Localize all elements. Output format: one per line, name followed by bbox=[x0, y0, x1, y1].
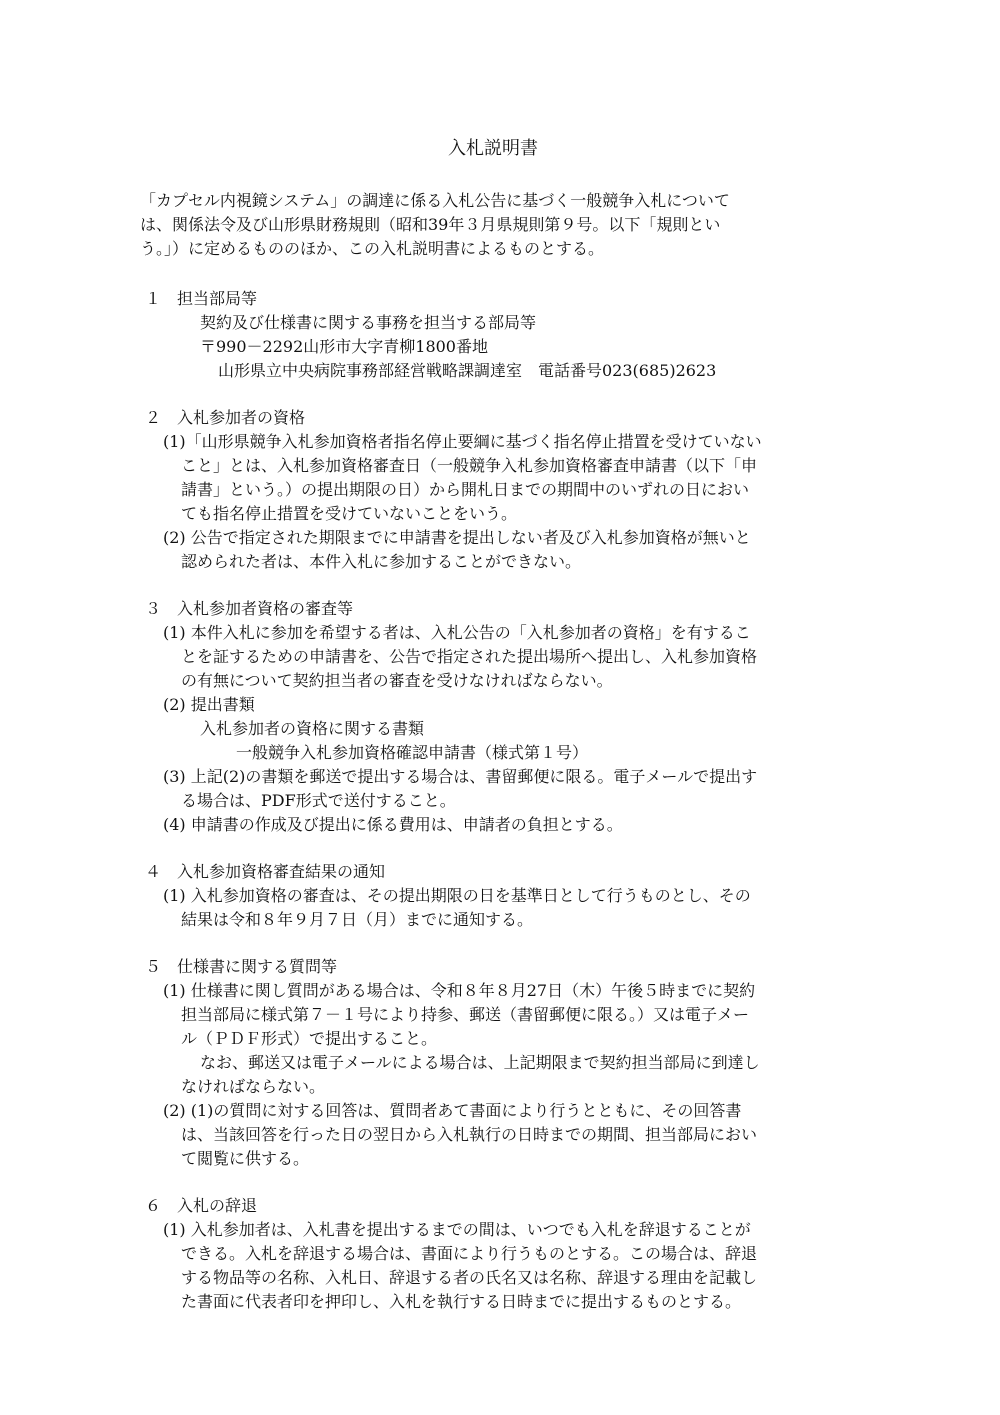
section-2-heading: ２ 入札参加者の資格 bbox=[145, 408, 306, 427]
intro-line-1: 「カプセル内視鏡システム」の調達に係る入札公告に基づく一般競争入札について bbox=[140, 191, 730, 210]
section-4-item-1-line-2: 結果は令和８年９月７日（月）までに通知する。 bbox=[181, 910, 534, 929]
section-3-item-3-line-1: (3) 上記(2)の書類を郵送で提出する場合は、書留郵便に限る。電子メールで提出す bbox=[163, 767, 758, 786]
section-3-item-3-line-2: る場合は、PDF形式で送付すること。 bbox=[181, 791, 456, 810]
section-5-item-1-line-4: なお、郵送又は電子メールによる場合は、上記期限まで契約担当部局に到達し bbox=[200, 1053, 760, 1072]
section-5-item-1-line-3: ル（ＰＤＦ形式）で提出すること。 bbox=[181, 1029, 438, 1048]
section-5-item-2-line-3: て閲覧に供する。 bbox=[181, 1149, 310, 1168]
section-2-item-1-line-4: ても指名停止措置を受けていないことをいう。 bbox=[181, 504, 518, 523]
section-1-line-1: 契約及び仕様書に関する事務を担当する部局等 bbox=[200, 313, 537, 332]
section-5-heading: ５ 仕様書に関する質問等 bbox=[145, 957, 338, 976]
section-5-item-1-line-2: 担当部局に様式第７－１号により持参、郵送（書留郵便に限る。）又は電子メー bbox=[181, 1005, 750, 1024]
section-3-item-2-sub-1: 入札参加者の資格に関する書類 bbox=[200, 719, 425, 738]
section-2-item-1-line-3: 請書」という。）の提出期限の日）から開札日までの期間中のいずれの日におい bbox=[181, 480, 750, 499]
section-3-item-1-line-2: とを証するための申請書を、公告で指定された提出場所へ提出し、入札参加資格 bbox=[181, 647, 758, 666]
document-title: 入札説明書 bbox=[448, 138, 538, 159]
section-5-item-1-line-1: (1) 仕様書に関し質問がある場合は、令和８年８月27日（木）午後５時までに契約 bbox=[163, 981, 756, 1000]
section-6-item-1-line-2: できる。入札を辞退する場合は、書面により行うものとする。この場合は、辞退 bbox=[181, 1244, 758, 1263]
section-6-item-1-line-3: する物品等の名称、入札日、辞退する者の氏名又は名称、辞退する理由を記載し bbox=[181, 1268, 758, 1287]
intro-line-3: う。」）に定めるもののほか、この入札説明書によるものとする。 bbox=[140, 239, 605, 258]
section-3-item-1-line-1: (1) 本件入札に参加を希望する者は、入札公告の「入札参加者の資格」を有するこ bbox=[163, 623, 751, 642]
intro-line-2: は、関係法令及び山形県財務規則（昭和39年３月県規則第９号。以下「規則とい bbox=[140, 215, 721, 234]
section-3-item-2: (2) 提出書類 bbox=[163, 695, 255, 714]
section-6-item-1-line-4: た書面に代表者印を押印し、入札を執行する日時までに提出するものとする。 bbox=[181, 1292, 742, 1311]
section-4-item-1-line-1: (1) 入札参加資格の審査は、その提出期限の日を基準日として行うものとし、その bbox=[163, 886, 751, 905]
section-2-item-1-line-2: こと」とは、入札参加資格審査日（一般競争入札参加資格審査申請書（以下「申 bbox=[181, 456, 758, 475]
section-1-line-2: 〒990－2292山形市大字青柳1800番地 bbox=[200, 337, 488, 356]
section-6-heading: ６ 入札の辞退 bbox=[145, 1196, 258, 1215]
section-4-heading: ４ 入札参加資格審査結果の通知 bbox=[145, 862, 386, 881]
section-6-item-1-line-1: (1) 入札参加者は、入札書を提出するまでの間は、いつでも入札を辞退することが bbox=[163, 1220, 751, 1239]
section-2-item-1-line-1: (1)「山形県競争入札参加資格者指名停止要綱に基づく指名停止措置を受けていない bbox=[163, 432, 762, 451]
section-1-line-3: 山形県立中央病院事務部経営戦略課調達室 電話番号023(685)2623 bbox=[218, 361, 717, 380]
section-3-item-2-sub-2: 一般競争入札参加資格確認申請書（様式第１号） bbox=[236, 743, 589, 762]
section-5-item-2-line-1: (2) (1)の質問に対する回答は、質問者あて書面により行うとともに、その回答書 bbox=[163, 1101, 742, 1120]
section-5-item-1-line-5: なければならない。 bbox=[181, 1077, 326, 1096]
section-3-heading: ３ 入札参加者資格の審査等 bbox=[145, 599, 354, 618]
section-5-item-2-line-2: は、当該回答を行った日の翌日から入札執行の日時までの期間、担当部局におい bbox=[181, 1125, 758, 1144]
section-3-item-1-line-3: の有無について契約担当者の審査を受けなければならない。 bbox=[181, 671, 613, 690]
section-2-item-2-line-1: (2) 公告で指定された期限までに申請書を提出しない者及び入札参加資格が無いと bbox=[163, 528, 751, 547]
section-1-heading: １ 担当部局等 bbox=[145, 289, 258, 308]
section-2-item-2-line-2: 認められた者は、本件入札に参加することができない。 bbox=[181, 552, 582, 571]
section-3-item-4: (4) 申請書の作成及び提出に係る費用は、申請者の負担とする。 bbox=[163, 815, 623, 834]
